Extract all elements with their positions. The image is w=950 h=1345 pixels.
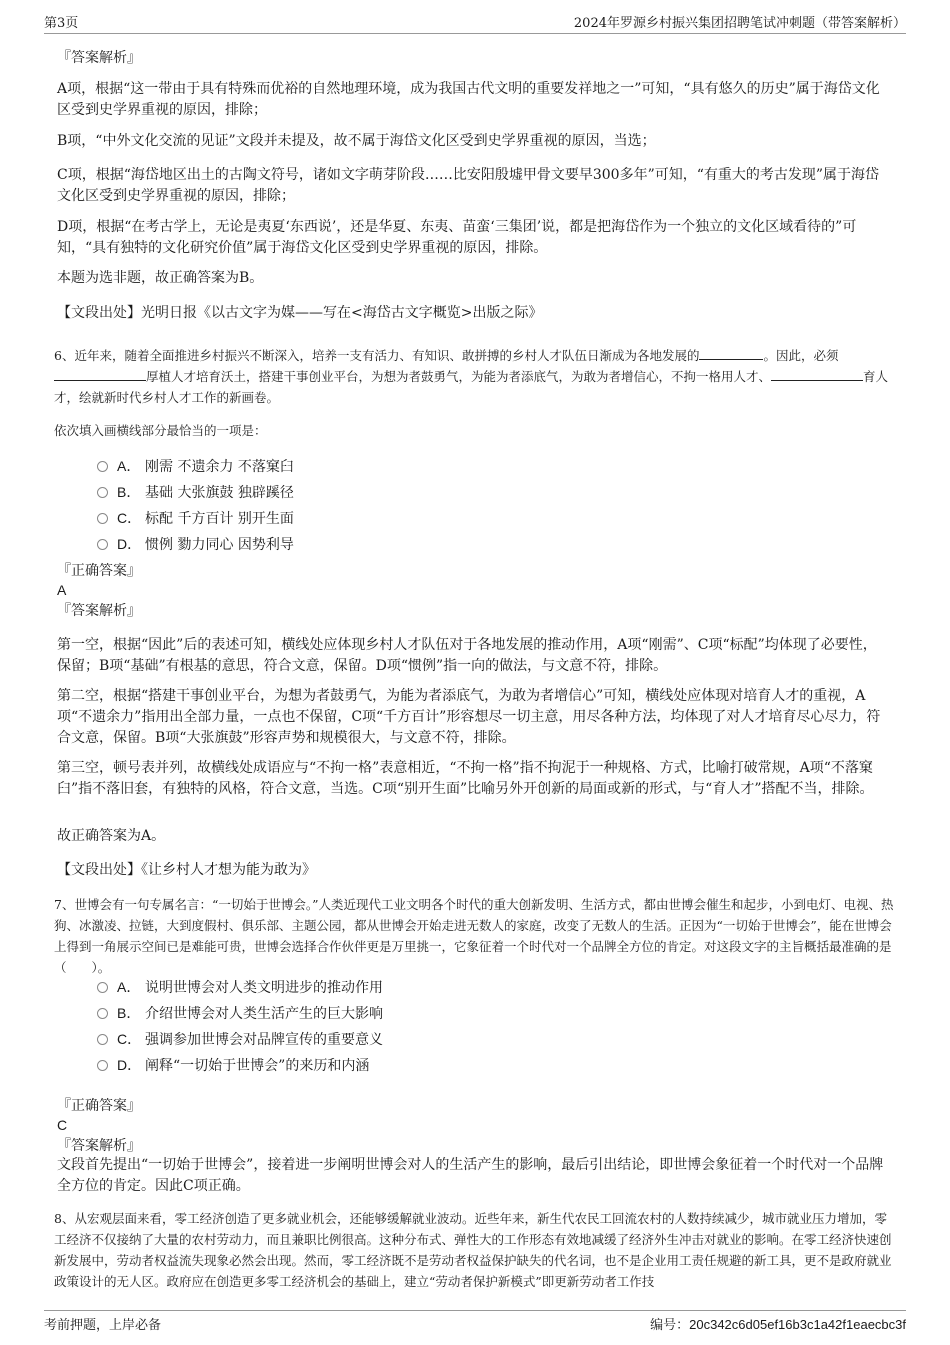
q5-analysis-c: C项，根据“海岱地区出土的古陶文符号，诸如文字萌芽阶段……比安阳殷墟甲骨文要早300多年”可知，“有重大的考古发现”属于海岱文化区受到史学界重视的原因，排除； xyxy=(57,167,880,204)
document-title: 2024年罗源乡村振兴集团招聘笔试冲刺题（带答案解析） xyxy=(573,16,906,31)
q7-correct-answer: C xyxy=(57,1117,68,1133)
q6-analysis-blank1: 第一空，根据“因此”后的表述可知，横线处应体现乡村人才队伍对于各地发展的推动作用，A项“刚需”、C项“标配”均体现了必要性，保留；B项“基础”有根基的意思，符合文意，保留。D项“惯例”指一向的做法，与文意不符，排除。 xyxy=(57,637,877,674)
q6-correct-label: 『正确答案』 xyxy=(57,563,141,579)
q6-analysis-blank2: 第二空，根据“搭建干事创业平台，为想为者鼓勇气，为能为者添底气，为敢为者增信心”可知，横线处应体现对培育人才的重视，A项“不遗余力”指用出全部力量，一点也不保留，C项“千方百计”形容想尽一切主意，用尽各种方法，均体现了对人才培育尽心尽力，符合文意，保留。B项“大张旗鼓”形容声势和规模很大，与文意不符，排除。 xyxy=(57,688,881,746)
q6-option-c[interactable]: C． 标配 千方百计 别开生面 xyxy=(97,508,294,529)
q6-option-b[interactable]: B． 基础 大张旗鼓 独辟蹊径 xyxy=(97,482,294,503)
q6-correct-answer: A xyxy=(57,582,67,598)
radio-icon[interactable] xyxy=(97,487,108,498)
q7-analysis: 文段首先提出“一切始于世博会”，接着进一步阐明世博会对人的生活产生的影响，最后引出结论，即世博会象征着一个时代对一个品牌全方位的肯定。因此C项正确。 xyxy=(57,1157,884,1194)
header-divider xyxy=(44,33,906,34)
q7-stem: 7、世博会有一句专属名言：“一切始于世博会。”人类近现代工业文明各个时代的重大创新发明、生活方式，都由世博会催生和起步，小到电灯、电视、热狗、冰激凌、拉链，大到度假村、俱乐部、主题公园，都从世博会开始走进无数人的家庭，改变了无数人的生活。正因为“一切始于世博会”，能在世博会上得到一角展示空间已是难能可贵，世博会选择合作伙伴更是万里挑一，它象征着一个时代对一个品牌全方位的肯定。对这段文字的主旨概括最准确的是（ ）。 xyxy=(54,897,894,975)
q7-option-a[interactable]: A． 说明世博会对人类文明进步的推动作用 xyxy=(97,977,383,998)
q5-source: 【文段出处】光明日报《以古文字为媒——写在<海岱古文字概览>出版之际》 xyxy=(57,305,543,321)
q6-stem: 6、近年来，随着全面推进乡村振兴不断深入，培养一支有活力、有知识、敢拼搏的乡村人才队伍日渐成为各地发展的 。因此，必须厚植人才培育沃土，搭建干事创业平台，为想为者鼓勇气，为能为者添底气，为敢为者增信心，不拘一格用人才、 育人才，绘就新时代乡村人才工作的新画卷。 xyxy=(54,345,896,408)
footer-divider xyxy=(44,1310,906,1311)
q7-option-d[interactable]: D． 阐释“一切始于世博会”的来历和内涵 xyxy=(97,1055,369,1076)
radio-icon[interactable] xyxy=(97,461,108,472)
q8-stem: 8、从宏观层面来看，零工经济创造了更多就业机会，还能够缓解就业波动。近些年来，新生代农民工回流农村的人数持续减少，城市就业压力增加，零工经济不仅接纳了大量的农村劳动力，而且兼职比例很高。这种分布式、弹性大的工作形态有效地减缓了经济外生冲击对就业的影响。在零工经济快速创新发展中，劳动者权益流失现象必然会出现。然而，零工经济既不是劳动者权益保护缺失的代名词，也不是企业用工责任规避的新工具，更不是政府就业政策设计的无人区。政府应在创造更多零工经济机会的基础上，建立“劳动者保护新模式”即更新劳动者工作技 xyxy=(54,1211,892,1289)
radio-icon[interactable] xyxy=(97,513,108,524)
q6-blank-2 xyxy=(54,366,146,381)
q5-analysis-a: A项，根据“这一带由于具有特殊而优裕的自然地理环境，成为我国古代文明的重要发祥地之一”可知，“具有悠久的历史”属于海岱文化区受到史学界重视的原因，排除； xyxy=(57,81,880,118)
page-number: 第3页 xyxy=(44,16,79,31)
document-code: 编号：20c342c6d05ef16b3c1a42f1eaecbc3f xyxy=(650,1317,906,1333)
footer-slogan: 考前押题，上岸必备 xyxy=(44,1318,162,1333)
q6-blank-3 xyxy=(771,366,863,381)
q6-conclusion: 故正确答案为A。 xyxy=(57,828,166,844)
q6-prompt: 依次填入画横线部分最恰当的一项是： xyxy=(54,423,267,438)
q5-conclusion: 本题为选非题，故正确答案为B。 xyxy=(57,270,264,286)
q6-option-a[interactable]: A． 刚需 不遗余力 不落窠臼 xyxy=(97,456,294,477)
q7-option-c[interactable]: C． 强调参加世博会对品牌宣传的重要意义 xyxy=(97,1029,383,1050)
radio-icon[interactable] xyxy=(97,1034,108,1045)
q7-correct-label: 『正确答案』 xyxy=(57,1098,141,1114)
q6-analysis-blank3: 第三空，顿号表并列，故横线处成语应与“不拘一格”表意相近，“不拘一格”指不拘泥于一种规格、方式，比喻打破常规，A项“不落窠臼”指不落旧套，有独特的风格，符合文意，当选。C项“别开生面”比喻另外开创新的局面或新的形式，与“育人才”搭配不当，排除。 xyxy=(57,760,874,797)
radio-icon[interactable] xyxy=(97,1060,108,1071)
q6-source: 【文段出处】《让乡村人才想为能为敢为》 xyxy=(57,862,316,878)
q7-option-b[interactable]: B． 介绍世博会对人类生活产生的巨大影响 xyxy=(97,1003,383,1024)
q6-blank-1 xyxy=(699,345,763,360)
radio-icon[interactable] xyxy=(97,539,108,550)
radio-icon[interactable] xyxy=(97,1008,108,1019)
page-header xyxy=(0,0,950,38)
q5-analysis-label: 『答案解析』 xyxy=(57,50,141,66)
q5-analysis-b: B项，“中外文化交流的见证”文段并未提及，故不属于海岱文化区受到史学界重视的原因，当选； xyxy=(57,133,656,149)
q6-analysis-label: 『答案解析』 xyxy=(57,603,141,619)
radio-icon[interactable] xyxy=(97,982,108,993)
q7-analysis-label: 『答案解析』 xyxy=(57,1138,141,1154)
q5-analysis-d: D项，根据“在考古学上，无论是夷夏‘东西说’，还是华夏、东夷、苗蛮‘三集团’说，都是把海岱作为一个独立的文化区域看待的”可知，“具有独特的文化研究价值”属于海岱文化区受到史学界重视的原因，排除。 xyxy=(57,219,857,256)
q6-option-d[interactable]: D． 惯例 勠力同心 因势利导 xyxy=(97,534,294,555)
